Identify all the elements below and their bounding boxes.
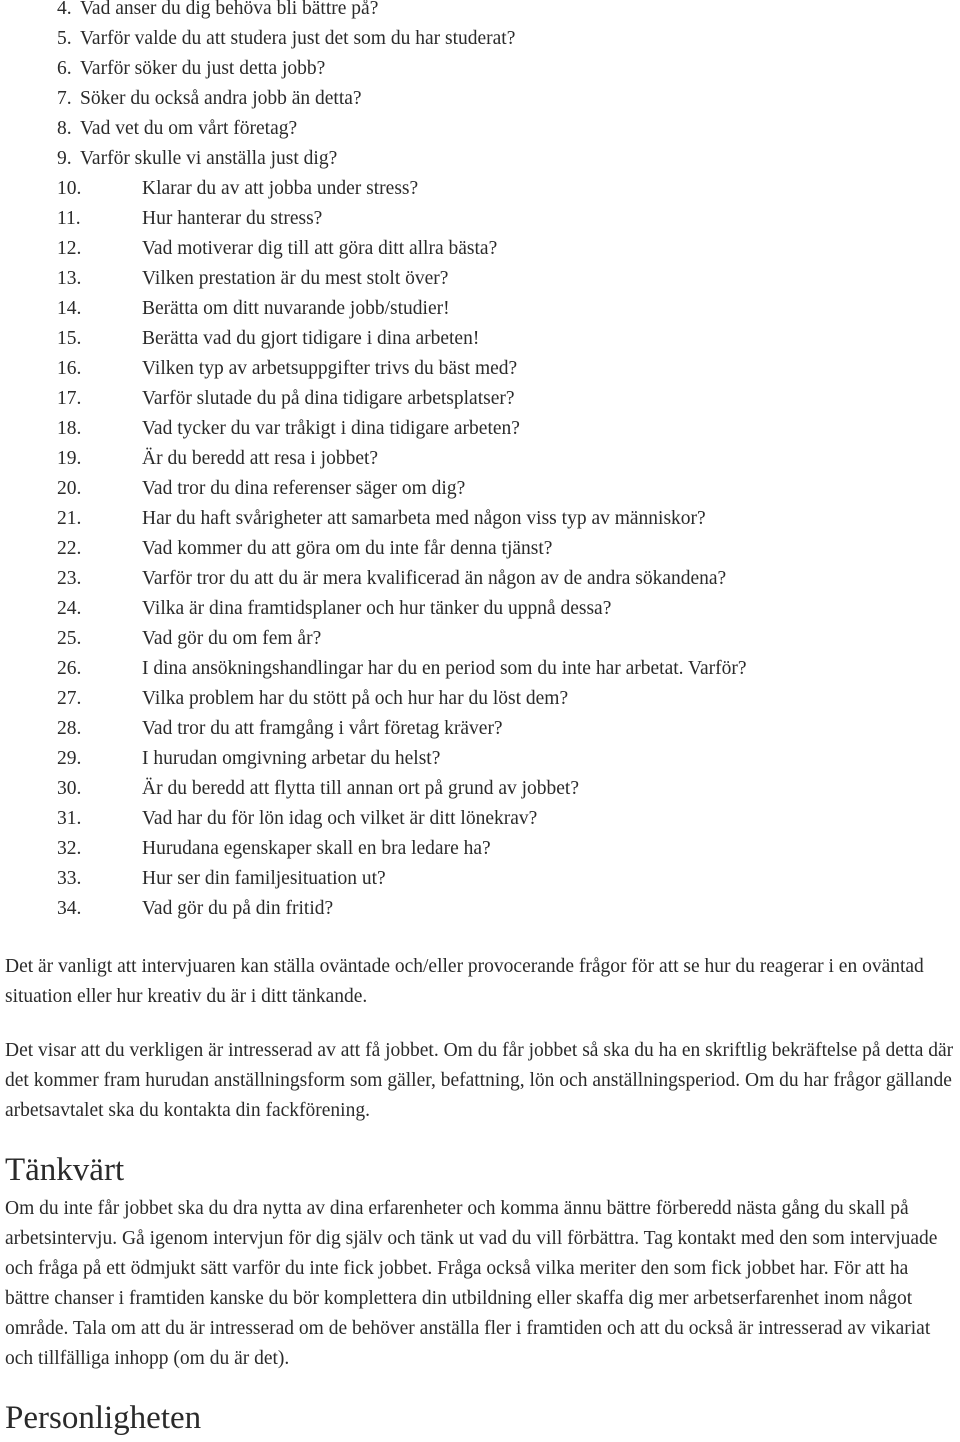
list-item-number: 34. bbox=[57, 898, 82, 919]
list-item-text: Vad anser du dig behöva bli bättre på? bbox=[80, 0, 379, 19]
list-item bbox=[0, 474, 960, 504]
list-item-number: 18. bbox=[57, 418, 82, 439]
list-item bbox=[0, 144, 960, 174]
list-item bbox=[0, 0, 960, 24]
list-item-number: 30. bbox=[57, 778, 82, 799]
list-item bbox=[0, 324, 960, 354]
list-item bbox=[0, 594, 960, 624]
list-item bbox=[0, 804, 960, 834]
list-item-number: 22. bbox=[57, 538, 82, 559]
list-item-number: 13. bbox=[57, 268, 82, 289]
list-item-text: Vilken prestation är du mest stolt över? bbox=[142, 268, 449, 289]
list-item bbox=[0, 744, 960, 774]
list-item bbox=[0, 684, 960, 714]
list-item bbox=[0, 174, 960, 204]
list-item-text: Hur hanterar du stress? bbox=[142, 208, 323, 229]
list-item-text: Vad gör du om fem år? bbox=[142, 628, 322, 649]
list-item-text: Varför valde du att studera just det som du har studerat? bbox=[80, 28, 516, 49]
list-item-number: 32. bbox=[57, 838, 82, 859]
list-item bbox=[0, 654, 960, 684]
list-item bbox=[0, 534, 960, 564]
list-item-text: Vad motiverar dig till att göra ditt allra bästa? bbox=[142, 238, 498, 259]
list-item-text: Har du haft svårigheter att samarbeta med någon viss typ av människor? bbox=[142, 508, 706, 529]
list-item bbox=[0, 54, 960, 84]
list-item-number: 17. bbox=[57, 388, 82, 409]
list-item bbox=[0, 84, 960, 114]
list-item-text: I hurudan omgivning arbetar du helst? bbox=[142, 748, 441, 769]
list-item-text: Vad gör du på din fritid? bbox=[142, 898, 334, 919]
paragraph-tankvart: Om du inte får jobbet ska du dra nytta av dina erfarenheter och komma ännu bättre förberedd nästa gång du skall på arbetsintervju. Gå igenom intervjun för dig själv och tänk ut vad du vill förbättra. Tag kontakt med den som intervjuade och fråga på ett ödmjukt sätt varför du inte fick jobbet. Fråga också vilka meriter den som fick jobbet har. För att ha bättre chanser i framtiden kanske du bör komplettera din utbildning eller skaffa dig mer arbetserfarenhet inom något område. Tala om att du är intresserad om de behöver anställa fler i framtiden och att du också är intresserad av vikariat och tillfälliga inhopp (om du är det). bbox=[5, 1198, 938, 1369]
list-item-number: 23. bbox=[57, 568, 82, 589]
list-item-text: Är du beredd att flytta till annan ort på grund av jobbet? bbox=[142, 778, 579, 799]
list-item-number: 29. bbox=[57, 748, 82, 769]
list-item-text: Varför skulle vi anställa just dig? bbox=[80, 148, 338, 169]
list-item bbox=[0, 264, 960, 294]
list-item-number: 8. bbox=[57, 118, 72, 139]
list-item-number: 11. bbox=[57, 208, 81, 229]
list-item bbox=[0, 834, 960, 864]
list-item-text: Varför söker du just detta jobb? bbox=[80, 58, 326, 79]
list-item bbox=[0, 114, 960, 144]
list-item bbox=[0, 294, 960, 324]
list-item-number: 5. bbox=[57, 28, 72, 49]
list-item-text: Berätta vad du gjort tidigare i dina arbeten! bbox=[142, 328, 480, 349]
paragraph-unexpected-questions: Det är vanligt att intervjuaren kan ställa oväntade och/eller provocerande frågor för att se hur du reagerar i en oväntad situation eller hur kreativ du är i ditt tänkande. bbox=[5, 956, 924, 1007]
list-item-number: 7. bbox=[57, 88, 72, 109]
list-item bbox=[0, 564, 960, 594]
list-item-number: 19. bbox=[57, 448, 82, 469]
list-item-text: Vad vet du om vårt företag? bbox=[80, 118, 298, 139]
list-item-text: Vad kommer du att göra om du inte får denna tjänst? bbox=[142, 538, 553, 559]
list-item bbox=[0, 894, 960, 924]
list-item-text: Vilka är dina framtidsplaner och hur tänker du uppnå dessa? bbox=[142, 598, 612, 619]
list-item bbox=[0, 714, 960, 744]
list-item-number: 28. bbox=[57, 718, 82, 739]
list-item-number: 4. bbox=[57, 0, 72, 19]
list-item bbox=[0, 774, 960, 804]
list-item bbox=[0, 204, 960, 234]
list-item-number: 12. bbox=[57, 238, 82, 259]
list-item-number: 16. bbox=[57, 358, 82, 379]
list-item-number: 31. bbox=[57, 808, 82, 829]
list-item-number: 15. bbox=[57, 328, 82, 349]
list-item-text: Varför slutade du på dina tidigare arbetsplatser? bbox=[142, 388, 515, 409]
list-item-number: 6. bbox=[57, 58, 72, 79]
list-item bbox=[0, 24, 960, 54]
list-item-text: Vad tror du att framgång i vårt företag kräver? bbox=[142, 718, 503, 739]
paragraph-confirmation: Det visar att du verkligen är intresserad av att få jobbet. Om du får jobbet så ska du ha en skriftlig bekräftelse på detta där det kommer fram hurudan anställningsform som gäller, befattning, lön och anställningsperiod. Om du har frågor gällande arbetsavtalet ska du kontakta din fackförening. bbox=[5, 1040, 954, 1121]
list-item bbox=[0, 354, 960, 384]
list-item-text: Vilken typ av arbetsuppgifter trivs du bäst med? bbox=[142, 358, 518, 379]
list-item-text: Söker du också andra jobb än detta? bbox=[80, 88, 362, 109]
list-item-number: 21. bbox=[57, 508, 82, 529]
list-item bbox=[0, 384, 960, 414]
list-item-number: 10. bbox=[57, 178, 82, 199]
list-item-text: Är du beredd att resa i jobbet? bbox=[142, 448, 379, 469]
list-item bbox=[0, 414, 960, 444]
list-item-number: 25. bbox=[57, 628, 82, 649]
list-item bbox=[0, 624, 960, 654]
list-item-text: I dina ansökningshandlingar har du en period som du inte har arbetat. Varför? bbox=[142, 658, 747, 679]
list-item bbox=[0, 444, 960, 474]
list-item-text: Vad tycker du var tråkigt i dina tidigare arbeten? bbox=[142, 418, 520, 439]
list-item-number: 14. bbox=[57, 298, 82, 319]
list-item-text: Vad har du för lön idag och vilket är ditt lönekrav? bbox=[142, 808, 538, 829]
list-item-number: 33. bbox=[57, 868, 82, 889]
heading-tankvart: Tänkvärt bbox=[5, 1152, 125, 1188]
list-item-text: Hur ser din familjesituation ut? bbox=[142, 868, 386, 889]
list-item-text: Vilka problem har du stött på och hur har du löst dem? bbox=[142, 688, 569, 709]
list-item-number: 27. bbox=[57, 688, 82, 709]
list-item-text: Hurudana egenskaper skall en bra ledare ha? bbox=[142, 838, 491, 859]
list-item-number: 9. bbox=[57, 148, 72, 169]
list-item-text: Berätta om ditt nuvarande jobb/studier! bbox=[142, 298, 450, 319]
list-item-number: 24. bbox=[57, 598, 82, 619]
list-item-text: Klarar du av att jobba under stress? bbox=[142, 178, 419, 199]
list-item bbox=[0, 864, 960, 894]
list-item bbox=[0, 234, 960, 264]
list-item-text: Vad tror du dina referenser säger om dig? bbox=[142, 478, 466, 499]
heading-personligheten: Personligheten bbox=[5, 1400, 202, 1436]
list-item bbox=[0, 504, 960, 534]
list-item-number: 26. bbox=[57, 658, 82, 679]
list-item-text: Varför tror du att du är mera kvalificerad än någon av de andra sökandena? bbox=[142, 568, 727, 589]
list-item-number: 20. bbox=[57, 478, 82, 499]
